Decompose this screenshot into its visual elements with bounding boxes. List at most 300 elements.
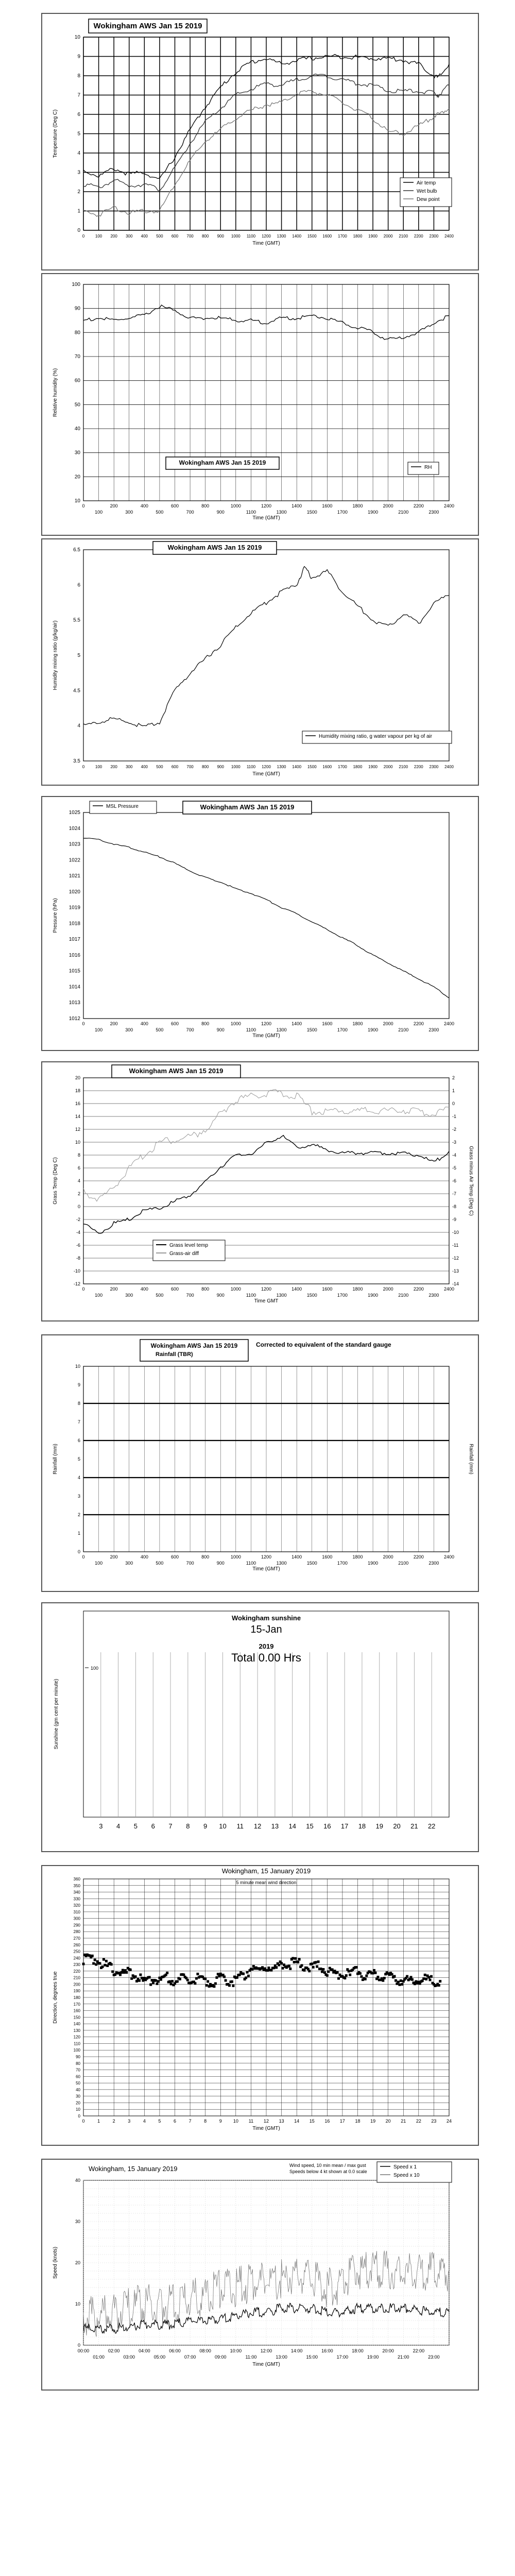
y2-tick-label: -12	[452, 1256, 459, 1261]
y-tick-label: -4	[76, 1230, 80, 1235]
x-tick-label: 18	[355, 2119, 360, 2124]
chart-date: 15-Jan	[250, 1624, 282, 1635]
y-tick-label: 60	[76, 2074, 80, 2079]
x-tick-label: 1700	[338, 765, 347, 769]
direction-point	[141, 1977, 143, 1979]
x-tick-label: 7	[188, 2119, 192, 2124]
direction-point	[213, 1985, 215, 1988]
x-tick-label: 2400	[444, 234, 454, 239]
sunshine-chart-panel	[41, 1602, 479, 1852]
x-tick-label: 2400	[444, 765, 454, 769]
x-tick-label: 1500	[307, 234, 317, 239]
direction-point	[102, 1958, 105, 1961]
direction-point	[170, 1982, 173, 1985]
direction-point	[156, 1982, 159, 1985]
direction-point	[251, 1968, 253, 1971]
x-tick-label: 2300	[428, 510, 439, 515]
wind-direction-chart	[42, 1866, 478, 2145]
x-tick-label: 2300	[428, 1027, 439, 1032]
x-tick-label: 200	[110, 1286, 118, 1292]
y-tick-label: 150	[73, 2015, 80, 2020]
y-tick-label: 7	[77, 92, 80, 98]
x-tick-label: 09:00	[214, 2354, 227, 2360]
x-axis-label: Time GMT	[254, 1298, 279, 1304]
y-tick-label: 180	[73, 1995, 80, 2000]
y-tick-label: 1012	[68, 1016, 80, 1022]
direction-point	[278, 1964, 280, 1967]
chart-title: Wokingham, 15 January 2019	[221, 1867, 311, 1875]
x-tick-label: 0	[82, 2119, 85, 2124]
x-tick-label: 9	[219, 2119, 222, 2124]
x-tick-label: 19	[375, 1822, 383, 1830]
legend-label: Grass-air diff	[169, 1251, 199, 1257]
x-tick-label: 5	[133, 1822, 138, 1830]
y-tick-label: 1022	[68, 857, 80, 863]
direction-point	[298, 1958, 301, 1961]
y-tick-label: 90	[76, 2055, 80, 2059]
direction-point	[134, 1975, 137, 1978]
x-tick-label: 9	[203, 1822, 208, 1830]
direction-point	[125, 1971, 128, 1974]
x-tick-label: 1800	[352, 503, 363, 509]
y-tick-label: 6	[77, 582, 80, 588]
y-tick-label: -8	[76, 1256, 80, 1261]
chart-year: 2019	[259, 1642, 274, 1650]
y-tick-label: 320	[73, 1903, 80, 1908]
x-tick-label: 2200	[413, 1021, 424, 1026]
direction-point	[321, 1971, 323, 1973]
x-tick-label: 5	[158, 2119, 161, 2124]
x-tick-label: 05:00	[153, 2354, 166, 2360]
x-tick-label: 17	[339, 2119, 345, 2124]
y-tick-label: 230	[73, 1962, 80, 1968]
direction-point	[345, 1974, 348, 1977]
y-tick-label: 40	[75, 2178, 80, 2183]
direction-point	[400, 1979, 402, 1982]
direction-point	[294, 1957, 297, 1960]
x-tick-label: 2400	[443, 503, 455, 509]
y-tick-label: 90	[74, 306, 80, 312]
y-tick-label: 1021	[68, 873, 80, 879]
x-tick-label: 1400	[291, 1554, 302, 1560]
x-tick-label: 20	[385, 2119, 391, 2124]
direction-point	[252, 1965, 255, 1968]
direction-point	[194, 1982, 196, 1985]
y2-tick-label: 0	[452, 1101, 455, 1106]
x-tick-label: 10	[233, 2119, 238, 2124]
x-tick-label: 19	[370, 2119, 376, 2124]
x-tick-label: 900	[216, 1293, 225, 1298]
x-tick-label: 15:00	[306, 2354, 318, 2360]
x-tick-label: 800	[201, 1021, 210, 1026]
x-tick-label: 1700	[337, 510, 348, 515]
x-tick-label: 1300	[276, 1027, 287, 1032]
chart-title: Wokingham AWS Jan 15 2019	[167, 544, 262, 551]
direction-point	[236, 1976, 238, 1979]
y2-tick-label: -5	[452, 1165, 457, 1171]
y-tick-label: 1014	[68, 984, 80, 990]
legend-label: Wet bulb	[417, 189, 437, 194]
x-axis-label: Time (GMT)	[252, 771, 280, 777]
x-tick-label: 700	[186, 765, 194, 769]
x-tick-label: 0	[82, 1021, 85, 1026]
y-tick-label: 30	[76, 2094, 80, 2099]
x-tick-label: 18	[358, 1822, 366, 1830]
y-tick-label: 190	[73, 1989, 80, 1994]
y-tick-label: 340	[73, 1890, 80, 1895]
direction-point	[429, 1978, 432, 1981]
y-tick-label: 5	[77, 131, 80, 137]
direction-point	[355, 1966, 358, 1969]
direction-point	[430, 1975, 433, 1978]
direction-point	[376, 1976, 379, 1978]
direction-point	[424, 1974, 426, 1976]
y-tick-label: 4.5	[73, 688, 80, 694]
direction-point	[317, 1960, 320, 1963]
y-tick-label: 4	[77, 1178, 80, 1183]
direction-point	[232, 1985, 234, 1987]
y-tick-label: 1019	[68, 905, 80, 911]
y-tick-label: 40	[76, 2087, 80, 2092]
y-tick-label: 300	[73, 1916, 80, 1921]
y-tick-label: 100	[72, 282, 80, 287]
x-tick-label: 17	[340, 1822, 349, 1830]
y-tick-label: 1016	[68, 952, 80, 958]
y-tick-label: 14	[75, 1114, 80, 1119]
direction-point	[121, 1971, 123, 1974]
x-tick-label: 2400	[443, 1286, 455, 1292]
x-tick-label: 03:00	[123, 2354, 135, 2360]
x-tick-label: 500	[156, 1293, 164, 1298]
direction-point	[171, 1980, 174, 1982]
x-tick-label: 700	[186, 234, 194, 239]
legend-label: Grass level temp	[169, 1243, 209, 1248]
y-tick-label: 350	[73, 1883, 80, 1888]
y-tick-label: 100	[91, 1666, 99, 1671]
y-tick-label: 5	[77, 653, 80, 658]
x-tick-label: 13	[279, 2119, 284, 2124]
series-line	[83, 838, 449, 998]
y-tick-label: 0	[78, 2114, 80, 2119]
x-tick-label: 1700	[337, 1293, 348, 1298]
x-tick-label: 500	[156, 1027, 164, 1032]
y-tick-label: 12	[75, 1127, 80, 1132]
x-axis-label: Time (GMT)	[252, 2362, 280, 2367]
y2-axis-label: Grass minus Air Temp (Deg C)	[468, 1146, 474, 1216]
direction-point	[82, 1963, 85, 1965]
x-tick-label: 1300	[277, 234, 286, 239]
direction-point	[157, 1980, 160, 1982]
direction-point	[246, 1971, 249, 1974]
y2-tick-label: -14	[452, 1281, 459, 1286]
y-axis-label: Pressure (hPa)	[53, 898, 58, 933]
direction-point	[204, 1977, 207, 1980]
direction-point	[411, 1978, 414, 1981]
chart-total: Total 0.00 Hrs	[231, 1651, 301, 1664]
x-tick-label: 15	[309, 2119, 315, 2124]
x-tick-label: 1900	[368, 1293, 379, 1298]
x-tick-label: 2100	[398, 1561, 409, 1566]
x-tick-label: 1300	[277, 765, 286, 769]
x-tick-label: 15	[306, 1822, 314, 1830]
x-tick-label: 600	[171, 765, 179, 769]
x-tick-label: 1500	[306, 1561, 317, 1566]
y-tick-label: 6.5	[73, 547, 80, 553]
x-tick-label: 2300	[428, 1293, 439, 1298]
y-tick-label: 6	[77, 1438, 80, 1443]
x-tick-label: 1400	[291, 1286, 302, 1292]
direction-point	[391, 1973, 393, 1976]
y-tick-label: 50	[74, 402, 80, 408]
x-tick-label: 19:00	[367, 2354, 379, 2360]
direction-point	[322, 1968, 324, 1971]
y-tick-label: 100	[73, 2048, 80, 2053]
legend-label: Air temp	[417, 180, 436, 186]
x-tick-label: 400	[140, 1554, 148, 1560]
direction-point	[327, 1970, 330, 1973]
direction-point	[401, 1983, 403, 1986]
y-tick-label: 360	[73, 1877, 80, 1882]
y-tick-label: 10	[74, 35, 80, 40]
x-tick-label: 2000	[383, 765, 393, 769]
direction-point	[349, 1974, 351, 1976]
y-tick-label: 70	[74, 354, 80, 360]
y-tick-label: 20	[76, 2100, 80, 2106]
x-tick-label: 2200	[414, 765, 423, 769]
x-tick-label: 200	[110, 1021, 118, 1026]
x-tick-label: 23:00	[428, 2354, 440, 2360]
x-tick-label: 400	[141, 765, 148, 769]
direction-point	[186, 1979, 189, 1981]
x-tick-label: 2300	[429, 234, 439, 239]
x-tick-label: 1900	[368, 234, 377, 239]
x-tick-label: 500	[156, 510, 164, 515]
x-tick-label: 11:00	[245, 2354, 257, 2360]
x-tick-label: 07:00	[184, 2354, 196, 2360]
y-tick-label: -10	[73, 1268, 80, 1274]
x-tick-label: 1600	[322, 503, 333, 509]
series-line	[83, 1090, 449, 1201]
x-tick-label: 800	[201, 234, 209, 239]
x-tick-label: 1300	[276, 1561, 287, 1566]
direction-point	[406, 1975, 408, 1978]
x-tick-label: 900	[216, 510, 225, 515]
x-tick-label: 2100	[399, 765, 408, 769]
x-tick-label: 1800	[353, 765, 363, 769]
y-tick-label: 2	[77, 189, 80, 195]
x-tick-label: 500	[156, 234, 163, 239]
y2-tick-label: -9	[452, 1217, 457, 1222]
x-tick-label: 1100	[246, 234, 256, 239]
x-tick-label: 1000	[230, 503, 241, 509]
x-tick-label: 1600	[322, 1021, 333, 1026]
direction-point	[280, 1962, 283, 1964]
chart-title: Wokingham AWS Jan 15 2019	[200, 803, 295, 811]
direction-point	[410, 1976, 413, 1978]
y-tick-label: 5	[77, 1456, 80, 1462]
x-tick-label: 800	[201, 1286, 210, 1292]
x-tick-label: 1500	[306, 1293, 317, 1298]
x-tick-label: 800	[201, 1554, 210, 1560]
x-tick-label: 3	[99, 1822, 103, 1830]
x-tick-label: 900	[217, 765, 224, 769]
direction-point	[316, 1965, 318, 1968]
chart-title: Wokingham AWS Jan 15 2019	[179, 459, 266, 466]
x-tick-label: 2300	[428, 1561, 439, 1566]
x-tick-label: 100	[95, 1027, 103, 1032]
y-axis-label: Sunshine (gm cent per minute)	[54, 1679, 59, 1750]
x-tick-label: 1000	[231, 765, 241, 769]
chart-subtitle: Wind speed, 10 min mean / max gust	[289, 2163, 366, 2168]
direction-point	[398, 1984, 401, 1986]
x-tick-label: 400	[140, 1021, 148, 1026]
direction-point	[94, 1959, 96, 1961]
y-tick-label: 16	[75, 1101, 80, 1106]
x-tick-label: 200	[110, 1554, 118, 1560]
direction-point	[225, 1979, 227, 1982]
x-tick-label: 22:00	[413, 2348, 425, 2353]
x-tick-label: 22	[427, 1822, 436, 1830]
x-tick-label: 400	[141, 234, 148, 239]
direction-point	[374, 1972, 377, 1974]
direction-point	[149, 1984, 152, 1986]
direction-point	[427, 1976, 430, 1978]
direction-point	[242, 1973, 245, 1975]
plot-area	[83, 812, 449, 1019]
x-tick-label: 8	[186, 1822, 190, 1830]
x-tick-label: 12	[253, 1822, 262, 1830]
direction-point	[238, 1974, 241, 1976]
direction-point	[382, 1979, 384, 1982]
y-tick-label: 0	[77, 2343, 80, 2348]
plot-area	[83, 550, 449, 761]
direction-point	[439, 1980, 441, 1982]
direction-point	[312, 1966, 315, 1969]
direction-point	[303, 1969, 306, 1972]
direction-point	[275, 1966, 278, 1969]
x-tick-label: 1	[97, 2119, 100, 2124]
direction-point	[326, 1974, 329, 1977]
direction-point	[245, 1976, 247, 1979]
x-tick-label: 16	[323, 1822, 331, 1830]
direction-point	[331, 1969, 334, 1971]
x-axis-label: Time (GMT)	[252, 2126, 280, 2131]
y-tick-label: 2	[77, 1512, 80, 1517]
x-tick-label: 00:00	[77, 2348, 90, 2353]
y-tick-label: 1018	[68, 921, 80, 927]
direction-point	[142, 1979, 144, 1982]
direction-point	[99, 1962, 101, 1965]
x-tick-label: 11	[248, 2119, 254, 2124]
y-tick-label: 10	[75, 1140, 80, 1145]
x-tick-label: 0	[82, 765, 85, 769]
direction-point	[207, 1980, 209, 1983]
x-tick-label: 800	[201, 765, 209, 769]
grass-temp-chart	[42, 1062, 478, 1320]
x-tick-label: 300	[125, 1027, 133, 1032]
x-tick-label: 22	[416, 2119, 421, 2124]
y-tick-label: 30	[74, 450, 80, 456]
x-tick-label: 300	[125, 1561, 133, 1566]
x-tick-label: 1100	[246, 510, 256, 515]
chart-subtitle: 5 minute mean wind direction	[236, 1880, 297, 1885]
y-tick-label: 6	[77, 112, 80, 117]
direction-point	[228, 1984, 231, 1987]
y-tick-label: 8	[77, 73, 80, 79]
direction-point	[168, 1980, 171, 1983]
legend-label: Speed x 1	[393, 2164, 417, 2170]
chart-subtitle: Rainfall (TBR)	[156, 1351, 193, 1358]
y-tick-label: -2	[76, 1217, 80, 1222]
direction-point	[223, 1975, 226, 1978]
y-tick-label: 10	[74, 498, 80, 504]
y-tick-label: 1023	[68, 841, 80, 848]
x-tick-label: 04:00	[139, 2348, 150, 2353]
x-tick-label: 10:00	[230, 2348, 242, 2353]
direction-point	[104, 1964, 106, 1967]
x-tick-label: 1200	[261, 1021, 272, 1026]
x-tick-label: 1800	[352, 1021, 363, 1026]
x-tick-label: 6	[151, 1822, 155, 1830]
direction-point	[160, 1978, 162, 1981]
series-line	[83, 1136, 449, 1233]
y-tick-label: 20	[75, 2260, 80, 2265]
direction-point	[95, 1963, 97, 1966]
x-tick-label: 600	[171, 234, 179, 239]
x-tick-label: 2400	[443, 1554, 455, 1560]
y-tick-label: 1025	[68, 810, 80, 816]
y-tick-label: 1024	[68, 825, 80, 832]
x-tick-label: 1000	[230, 1021, 241, 1026]
legend-label: MSL Pressure	[106, 804, 139, 809]
direction-point	[393, 1975, 396, 1978]
x-tick-label: 0	[82, 503, 85, 509]
x-tick-label: 400	[140, 1286, 148, 1292]
mixing-ratio-chart-panel	[41, 538, 479, 786]
y2-tick-label: -2	[452, 1127, 457, 1132]
x-tick-label: 24	[446, 2119, 452, 2124]
y-tick-label: 2	[77, 1191, 80, 1196]
direction-point	[373, 1969, 375, 1972]
direction-point	[425, 1978, 427, 1980]
y-tick-label: 140	[73, 2022, 80, 2027]
y-tick-label: 110	[74, 2041, 80, 2046]
chart-title: Wokingham sunshine	[231, 1614, 301, 1622]
x-tick-label: 8	[204, 2119, 207, 2124]
direction-point	[282, 1967, 284, 1970]
y-tick-label: 250	[73, 1949, 80, 1954]
direction-point	[337, 1977, 340, 1980]
direction-point	[231, 1980, 233, 1983]
direction-point	[414, 1982, 416, 1985]
x-tick-label: 700	[186, 1561, 194, 1566]
x-tick-label: 11	[236, 1822, 244, 1830]
direction-point	[105, 1960, 108, 1962]
y-tick-label: 80	[74, 330, 80, 336]
direction-point	[154, 1979, 157, 1982]
x-tick-label: 800	[201, 503, 210, 509]
y-tick-label: 10	[75, 2301, 80, 2307]
x-tick-label: 700	[186, 1027, 194, 1032]
y-tick-label: 0	[77, 228, 80, 233]
x-tick-label: 0	[82, 234, 85, 239]
x-tick-label: 1600	[322, 234, 332, 239]
direction-point	[195, 1977, 198, 1980]
x-tick-label: 1800	[352, 1286, 363, 1292]
x-tick-label: 1700	[337, 1561, 348, 1566]
y2-tick-label: -4	[452, 1153, 457, 1158]
y-tick-label: 1020	[68, 889, 80, 895]
